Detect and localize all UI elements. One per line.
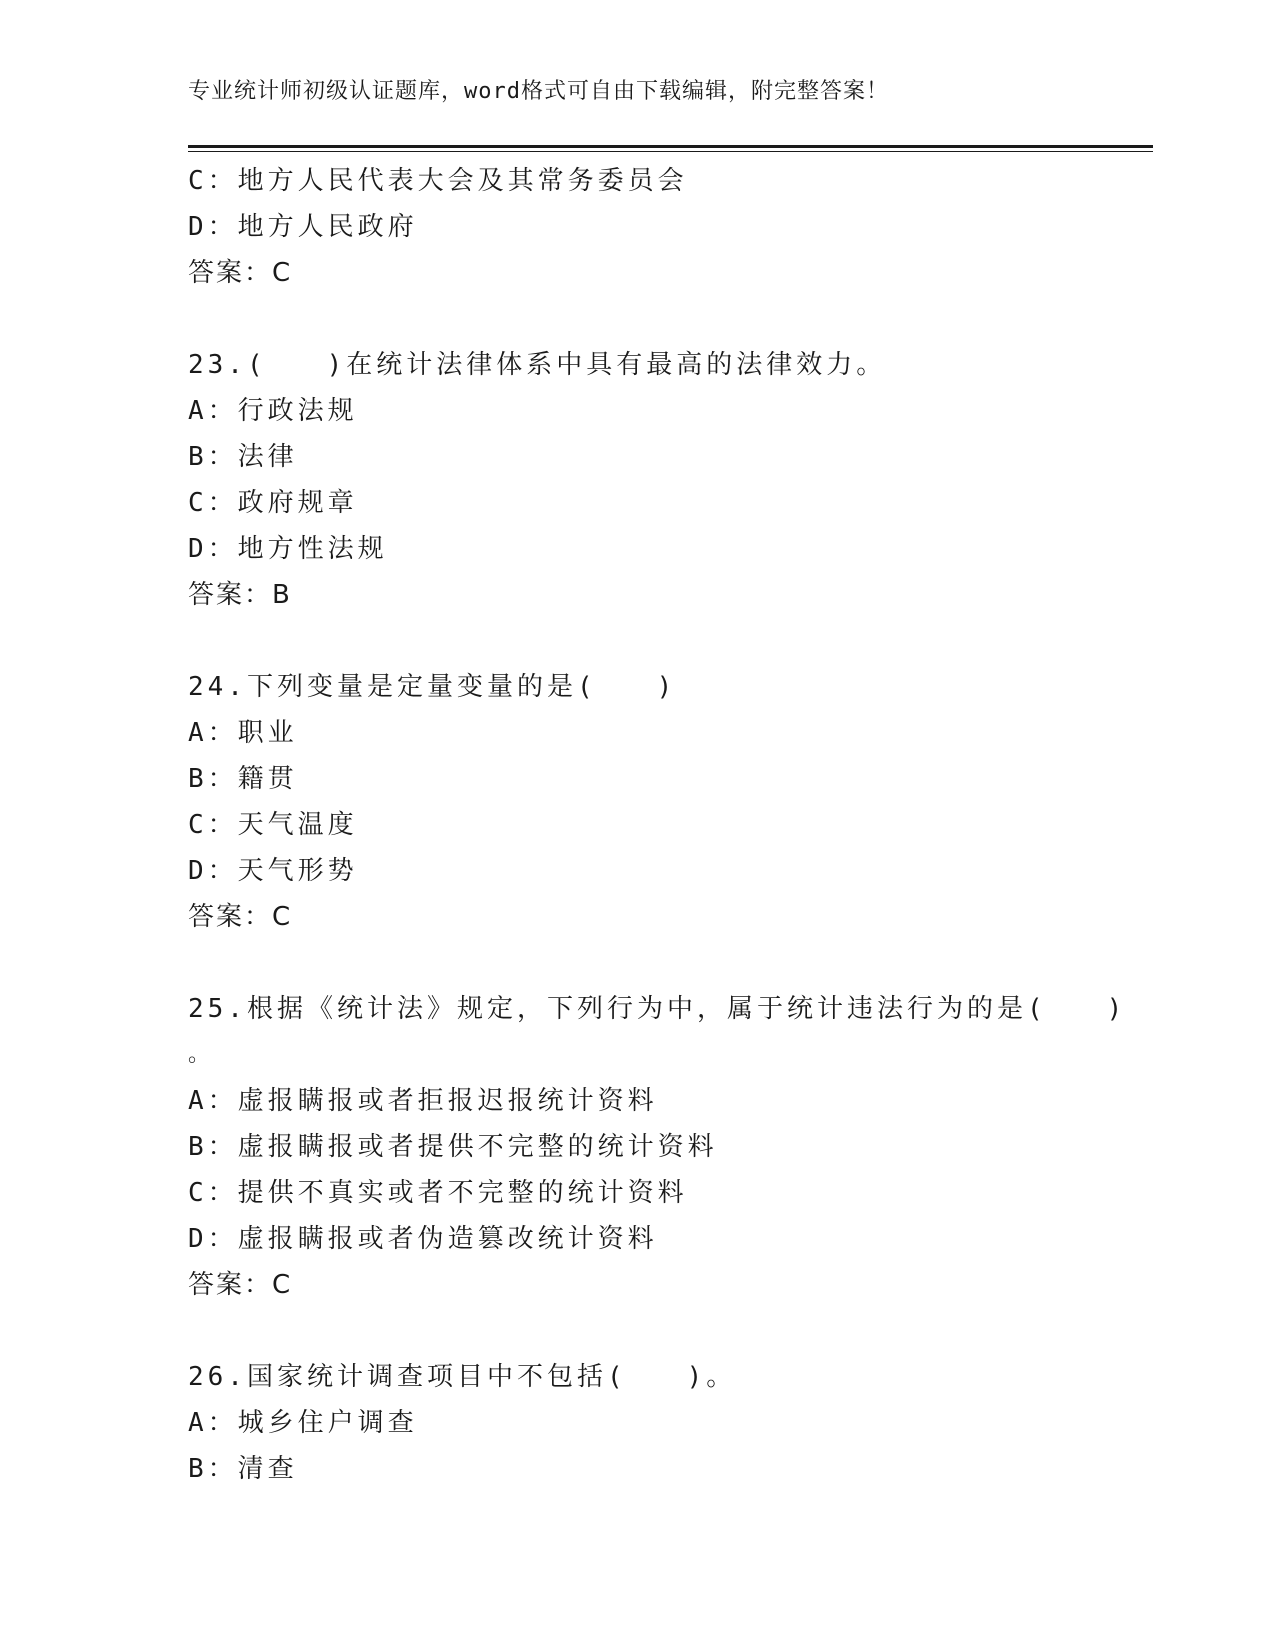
option-line: D：虚报瞒报或者伪造篡改统计资料 bbox=[188, 1224, 658, 1254]
document-header: 专业统计师初级认证题库，word格式可自由下载编辑，附完整答案！ bbox=[188, 79, 889, 104]
option-line: B：虚报瞒报或者提供不完整的统计资料 bbox=[188, 1132, 718, 1162]
answer-line: 答案：B bbox=[188, 580, 292, 610]
question-stem-continuation: 。 bbox=[188, 1042, 215, 1067]
option-line: B：法律 bbox=[188, 442, 298, 472]
option-line: C：地方人民代表大会及其常务委员会 bbox=[188, 166, 688, 196]
option-line: D：地方人民政府 bbox=[188, 212, 418, 242]
option-line: D：天气形势 bbox=[188, 856, 358, 886]
option-line: D：地方性法规 bbox=[188, 534, 388, 564]
option-line: B：清查 bbox=[188, 1454, 298, 1484]
answer-line: 答案：C bbox=[188, 258, 293, 288]
option-line: A：虚报瞒报或者拒报迟报统计资料 bbox=[188, 1086, 658, 1116]
option-line: C：政府规章 bbox=[188, 488, 358, 518]
option-line: B：籍贯 bbox=[188, 764, 298, 794]
option-line: A：职业 bbox=[188, 718, 298, 748]
question-stem: 26.国家统计调查项目中不包括( )。 bbox=[188, 1362, 737, 1392]
question-stem: 23.( )在统计法律体系中具有最高的法律效力。 bbox=[188, 350, 887, 380]
option-line: A：行政法规 bbox=[188, 396, 358, 426]
option-line: C：天气温度 bbox=[188, 810, 358, 840]
question-stem: 25.根据《统计法》规定，下列行为中，属于统计违法行为的是( ) bbox=[188, 994, 1127, 1024]
option-line: C：提供不真实或者不完整的统计资料 bbox=[188, 1178, 688, 1208]
answer-line: 答案：C bbox=[188, 1270, 293, 1300]
question-list bbox=[188, 158, 1127, 1492]
header-divider bbox=[188, 145, 1153, 152]
question-stem: 24.下列变量是定量变量的是( ) bbox=[188, 672, 677, 702]
option-line: A：城乡住户调查 bbox=[188, 1408, 418, 1438]
answer-line: 答案：C bbox=[188, 902, 293, 932]
